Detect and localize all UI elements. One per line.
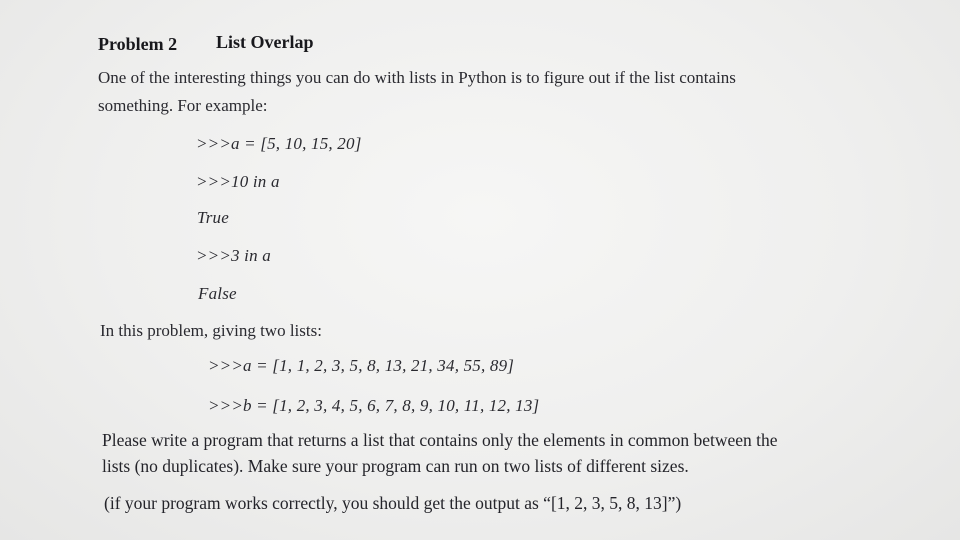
- example-code-line: >>>a = [5, 10, 15, 20]: [196, 134, 362, 153]
- list-b-code: >>>b = [1, 2, 3, 4, 5, 6, 7, 8, 9, 10, 11, 12, 13]: [208, 396, 540, 415]
- example-code-line: >>>10 in a: [196, 172, 280, 191]
- task-line-1: Please write a program that returns a list that contains only the elements in common between the: [102, 430, 778, 450]
- problem-intro: In this problem, giving two lists:: [100, 321, 322, 340]
- example-result: False: [198, 284, 237, 303]
- problem-label: Problem 2: [98, 34, 178, 54]
- example-code-line: >>>3 in a: [196, 246, 271, 265]
- example-result: True: [197, 208, 229, 227]
- intro-line-1: One of the interesting things you can do with lists in Python is to figure out if the list contains: [98, 68, 736, 87]
- problem-title: List Overlap: [216, 32, 314, 52]
- expected-output-hint: (if your program works correctly, you should get the output as “[1, 2, 3, 5, 8, 13]”): [104, 493, 682, 513]
- intro-line-2: something. For example:: [98, 96, 268, 115]
- task-line-2: lists (no duplicates). Make sure your program can run on two lists of different sizes.: [102, 456, 689, 476]
- list-a-code: >>>a = [1, 1, 2, 3, 5, 8, 13, 21, 34, 55, 89]: [208, 356, 515, 375]
